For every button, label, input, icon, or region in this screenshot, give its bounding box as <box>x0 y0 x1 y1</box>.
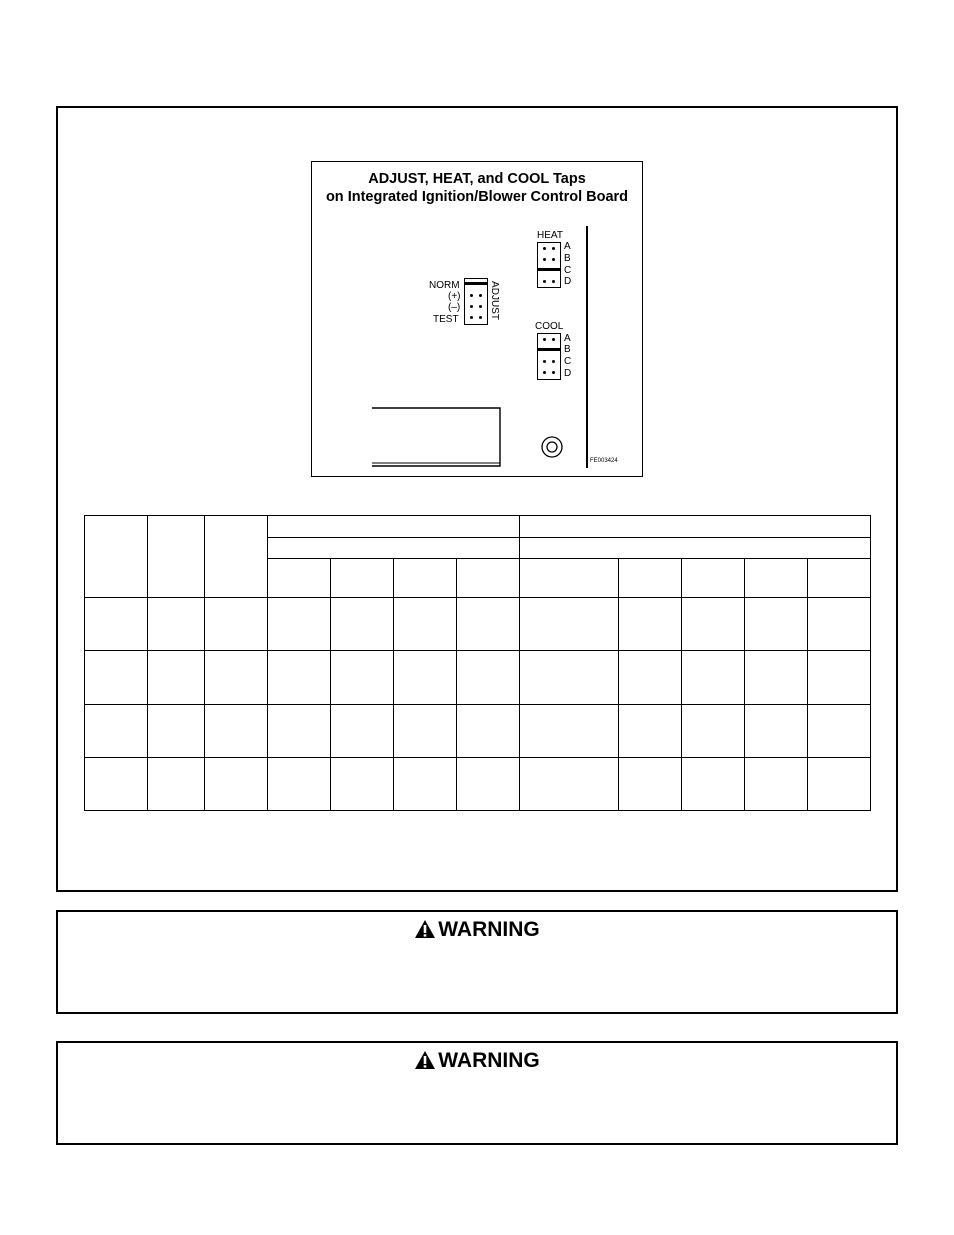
cool-tap-d: D <box>564 368 572 379</box>
cool-tap-a: A <box>564 333 571 344</box>
warning-header <box>58 918 896 942</box>
table-cell <box>268 516 520 538</box>
figure-code: FE003424 <box>590 458 618 464</box>
table-cell <box>808 559 871 598</box>
adjust-plus-label: (+) <box>448 291 461 302</box>
table-row <box>85 704 871 757</box>
cool-jumper <box>538 348 560 351</box>
table-cell <box>268 538 520 559</box>
warning-header <box>58 1049 896 1073</box>
adjust-jumper-block <box>464 278 488 325</box>
heat-tap-b: B <box>564 253 571 264</box>
diagram-title-line2: on Integrated Ignition/Blower Control Board <box>325 189 629 205</box>
table-cell <box>520 559 619 598</box>
heat-label: HEAT <box>537 230 563 241</box>
table-cell <box>331 559 394 598</box>
cool-tap-b: B <box>564 344 571 355</box>
mounting-hole-icon <box>540 435 564 459</box>
adjust-minus-label: (–) <box>448 302 461 313</box>
table-cell <box>457 559 520 598</box>
table-row <box>85 598 871 651</box>
control-board-diagram <box>311 161 643 477</box>
adjust-norm-label: NORM <box>429 280 460 291</box>
cool-label: COOL <box>535 321 564 332</box>
table-cell <box>745 559 808 598</box>
warning-box-1 <box>56 910 898 1014</box>
table-cell <box>619 559 682 598</box>
diagram-title-line1: ADJUST, HEAT, and COOL Taps <box>368 171 586 187</box>
table-cell <box>520 516 871 538</box>
heat-jumper-block <box>537 242 561 288</box>
warning-label: WARNING <box>438 1049 540 1072</box>
adjust-test-label: TEST <box>433 314 459 325</box>
heat-tap-c: C <box>564 265 572 276</box>
heat-tap-d: D <box>564 276 572 287</box>
board-component <box>370 406 502 472</box>
warning-triangle-icon <box>414 1050 436 1070</box>
warning-box-2 <box>56 1041 898 1145</box>
adjust-jumper <box>465 282 487 285</box>
table-cell <box>520 538 871 559</box>
table-row <box>85 757 871 810</box>
table-cell <box>268 559 331 598</box>
table-cell <box>205 516 268 598</box>
table-cell <box>682 559 745 598</box>
cool-tap-c: C <box>564 356 572 367</box>
board-edge <box>586 226 588 468</box>
warning-triangle-icon <box>414 919 436 939</box>
adjust-label: ADJUST <box>488 281 500 320</box>
table-cell <box>394 559 457 598</box>
table-cell <box>85 516 148 598</box>
spec-table <box>84 515 871 811</box>
table-cell <box>148 516 205 598</box>
warning-label: WARNING <box>438 918 540 941</box>
table-row <box>85 651 871 704</box>
heat-jumper <box>538 268 560 271</box>
cool-jumper-block <box>537 333 561 380</box>
heat-tap-a: A <box>564 241 571 252</box>
